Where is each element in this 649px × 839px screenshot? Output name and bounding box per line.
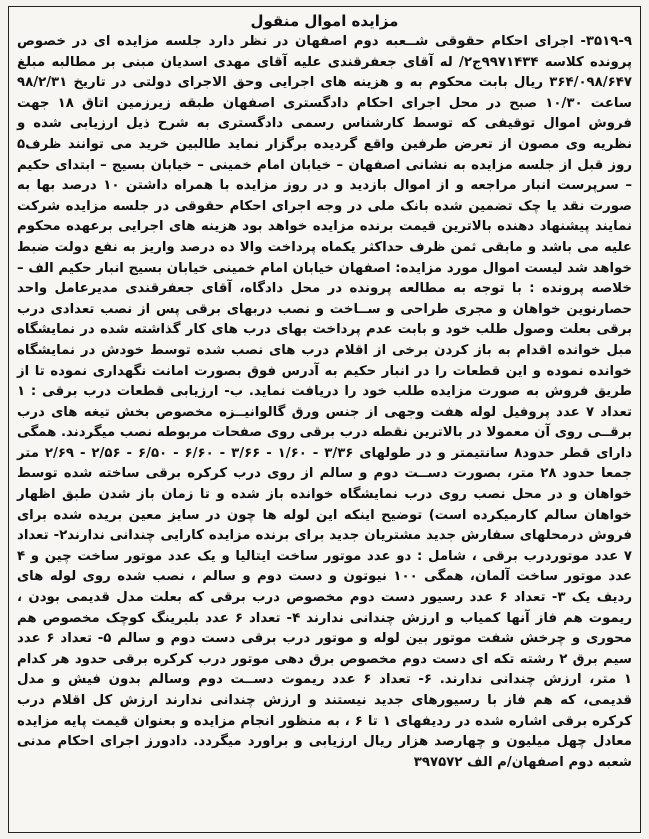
notice-body: [9, 32, 640, 773]
notice-title: مزایده اموال منقول: [250, 12, 399, 30]
notice-frame: [8, 6, 641, 833]
notice-paragraph: ۳۵۱۹-۹- اجرای احکام حقوقی شــعبه دوم اصفهان در نظر دارد جلسه مزایده ای در خصوص پرونده کلاسه ۹۹۷۱۴۳۴ج۲/ له آقای جعفرقندی علیه آقای مهدی اسدیان مبنی بر مطالبه مبلغ ۳۶۴/۰۹۸/۶۴۷ ریال بابت محکوم به و هزینه های اجرایی وحق الاجرای دولتی در تاریخ ۹۸/۲/۳۱ ساعت ۱۰/۳۰ صبح در محل اجرای احکام دادگستری اصفهان طبقه زیرزمین اتاق ۱۸ جهت فروش اموال توقیفی که توسط کارشناس رسمی دادگستری به شرح ذیل ارزیابی شده و نظریه وی مصون از تعرض طرفین واقع گردیده برگزار نماید طالبین خرید می توانند ظرف۵ روز قبل از جلسه مزایده به نشانی اصفهان – خیابان امام خمینی – خیابان بسیج – ابتدای حکیم – سرپرست انبار مراجعه و از اموال بازدید و در روز مزایده با همراه داشتن ۱۰ درصد بها به صورت نقد یا چک تضمین شده بانک ملی در وجه اجرای احکام حقوقی در جلسه مزایده شرکت نمایند پیشنهاد دهنده بالاترین قیمت برنده مزایده خواهد بود هزینه های اجرایی برعهده محکوم علیه می باشد و مابقی ثمن ظرف حداکثر یکماه پرداخت والا ده درصد واریز به نفع دولت ضبط خواهد شد لیست اموال مورد مزایده: اصفهان خیابان امام خمینی خیابان بسیج انبار حکیم الف – خلاصه پرونده : با توجه به مطالعه پرونده در محل دادگاه، آقای جعفرقندی مدیرعامل واحد حصارنوین خواهان و مجری طراحی و ســاخت و نصب دربهای برقی پس از نصب تعدادی درب برقی بعلت وصول طلب خود و بابت عدم پرداخت بهای درب های کار گذاشته شده در نمایشگاه مبل خوانده اقدام به باز کردن برخی از اقلام درب های نصب شده توسط خودش در نمایشگاه خوانده نموده و این قطعات را در انبار حکیم به آدرس فوق بصورت امانت نگهداری نموده تا از طریق فروش به صورت مزایده طلب خود را دریافت نماید. ب- ارزیابی قطعات درب برقی : ۱ تعداد ۷ عدد پروفیل لوله هفت وجهی از جنس ورق گالوانیــزه مخصوص بخش تیغه های درب برقــی روی آن معمولا در بالاترین نقطه درب برقی روی صفحات مربوطه نصب میگردند. همگی دارای قطر حدود۸ سانتیمتر و در طولهای ۳/۳۶ - ۱/۶۰ - ۳/۶۶ - ۶/۶۰ - ۶/۵۰ - ۲/۵۶ - ۲/۶۹ متر جمعا حدود ۲۸ متر، بصورت دســت دوم و سالم از روی درب کرکره برقی ساخته شده توسط خواهان و در محل نصب روی درب نمایشگاه خوانده باز شده و تا زمان باز شدن طبق اظهار خواهان سالم کارمیکرده است) توضیح اینکه این لوله ها چون در سایز معین بریده شده برای فروش درمحلهای سفارش جدید مشتریان جدید برای برنده مزایده کارایی چندانی ندارند۲- تعداد ۷ عدد موتوردرب برقی ، شامل : دو عدد موتور ساخت ایتالیا و یک عدد موتور ساخت چین و ۴ عدد موتور ساخت آلمان، همگی ۱۰۰ نیوتون و دست دوم و سالم ، نصب شده روی لوله های ردیف یک ۳- تعداد ۶ عدد رسیور دست دوم مخصوص درب برقی که بعلت مدل قدیمی بودن ، ریموت هم فاز آنها کمیاب و ارزش چندانی ندارند ۴- تعداد ۶ عدد بلبرینگ کوچک مخصوص هم محوری و چرخش شفت موتور بین لوله و موتور درب برقی دست دوم و سالم ۵- تعداد ۶ عدد سیم برق ۲ رشته تکه ای دست دوم مخصوص برق دهی موتور درب کرکره برقی حدود هر کدام ۱ متر، ارزش چندانی ندارند. ۶- تعداد ۶ عدد ریموت دســت دوم وسالم بدون فیش و مدل قدیمی، که هم فاز با رسیورهای جدید نیستند و ارزش چندانی ندارند ارزش کل اقلام درب کرکره برقی اشاره شده در ردیفهای ۱ تا ۶ ، به منظور انجام مزایده و بعنوان قیمت پایه مزایده معادل چهل میلیون و چهارصد هزار ریال ارزیابی و براورد میگردد. دادورز اجرای احکام مدنی شعبه دوم اصفهان/م الف ۳۹۷۵۷۲: [17, 34, 633, 770]
